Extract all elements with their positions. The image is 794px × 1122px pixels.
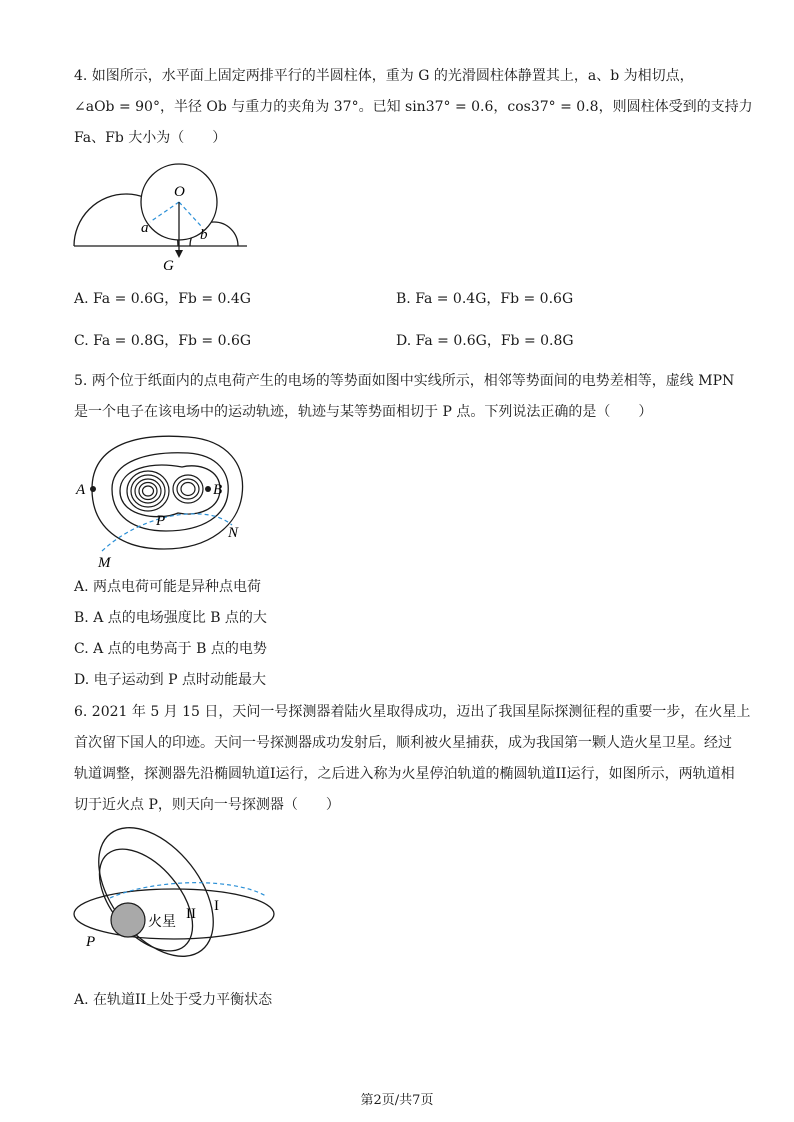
q6-label-mars: 火星 <box>148 914 176 930</box>
q6-stem-line2: 首次留下国人的印迹。天问一号探测器成功发射后，顺利被火星捕获，成为我国第一颗人造火星卫星。经过 <box>74 735 732 751</box>
q5-label-N: N <box>228 525 239 541</box>
q4-option-c[interactable]: C. Fa = 0.8G，Fb = 0.6G <box>74 333 252 349</box>
q6-stem-line1: 6. 2021 年 5 月 15 日，天问一号探测器着陆火星取得成功，迈出了我国星际探测征程的重要一步，在火星上 <box>74 704 751 720</box>
q4-stem-line3: Fa、Fb 大小为（ ） <box>74 130 227 146</box>
q6-figure <box>70 818 285 958</box>
q5-stem-line2: 是一个电子在该电场中的运动轨迹，轨迹与某等势面相切于 P 点。下列说法正确的是（ ） <box>74 404 653 420</box>
q5-label-A: A <box>76 482 86 498</box>
q4-label-O: O <box>174 184 185 200</box>
q4-label-G: G <box>163 258 174 274</box>
q6-label-orbit1: I <box>214 898 219 914</box>
q6-label-orbit2: II <box>186 906 196 922</box>
q5-option-c[interactable]: C. A 点的电势高于 B 点的电势 <box>74 641 267 657</box>
q4-option-a[interactable]: A. Fa = 0.6G，Fb = 0.4G <box>74 291 251 307</box>
q6-label-P: P <box>86 934 96 950</box>
q5-label-P: P <box>156 513 166 529</box>
q4-stem-line2: ∠aOb = 90°，半径 Ob 与重力的夹角为 37°。已知 sin37° = 0.6，cos37° = 0.8，则圆柱体受到的支持力 <box>74 99 753 115</box>
q5-figure <box>70 425 260 575</box>
q4-label-b: b <box>200 227 208 243</box>
q5-option-d[interactable]: D. 电子运动到 P 点时动能最大 <box>74 672 266 688</box>
q5-option-a[interactable]: A. 两点电荷可能是异种点电荷 <box>74 579 262 595</box>
q4-option-b[interactable]: B. Fa = 0.4G，Fb = 0.6G <box>396 291 574 307</box>
q6-stem-line3: 轨道调整，探测器先沿椭圆轨道I运行，之后进入称为火星停泊轨道的椭圆轨道II运行，如图所示，两轨道相 <box>74 766 735 782</box>
q6-stem-line4: 切于近火点 P，则天向一号探测器（ ） <box>74 797 340 813</box>
q5-label-B: B <box>213 482 223 498</box>
q4-stem-line1: 4. 如图所示，水平面上固定两排平行的半圆柱体，重为 G 的光滑圆柱体静置其上，a、b 为相切点， <box>74 68 694 84</box>
q4-label-a: a <box>141 220 149 236</box>
q6-option-a[interactable]: A. 在轨道II上处于受力平衡状态 <box>74 992 273 1008</box>
q4-option-d[interactable]: D. Fa = 0.6G，Fb = 0.8G <box>396 333 574 349</box>
q5-stem-line1: 5. 两个位于纸面内的点电荷产生的电场的等势面如图中实线所示，相邻等势面间的电势差相等，虚线 MPN <box>74 373 735 389</box>
q5-label-M: M <box>98 555 111 571</box>
q4-figure <box>70 160 250 274</box>
page-footer: 第2页/共7页 <box>360 1093 434 1108</box>
q5-option-b[interactable]: B. A 点的电场强度比 B 点的大 <box>74 610 267 626</box>
